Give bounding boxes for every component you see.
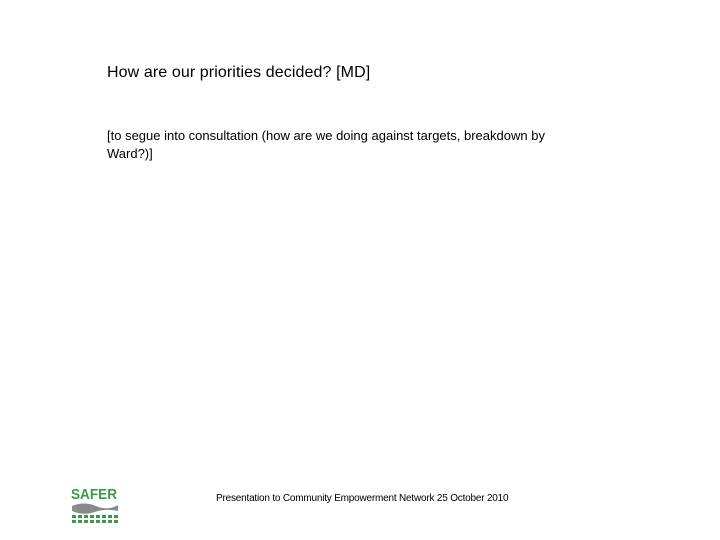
logo-grid	[72, 515, 118, 523]
slide-title: How are our priorities decided? [MD]	[107, 64, 371, 81]
slide-body-text: [to segue into consultation (how are we doing against targets, breakdown by Ward?)]	[107, 128, 545, 161]
logo-wordmark: SAFER	[71, 486, 118, 503]
logo-swoosh	[72, 504, 118, 514]
slide-footer: Presentation to Community Empowerment Network 25 October 2010	[216, 493, 509, 504]
safer-logo	[70, 484, 120, 526]
